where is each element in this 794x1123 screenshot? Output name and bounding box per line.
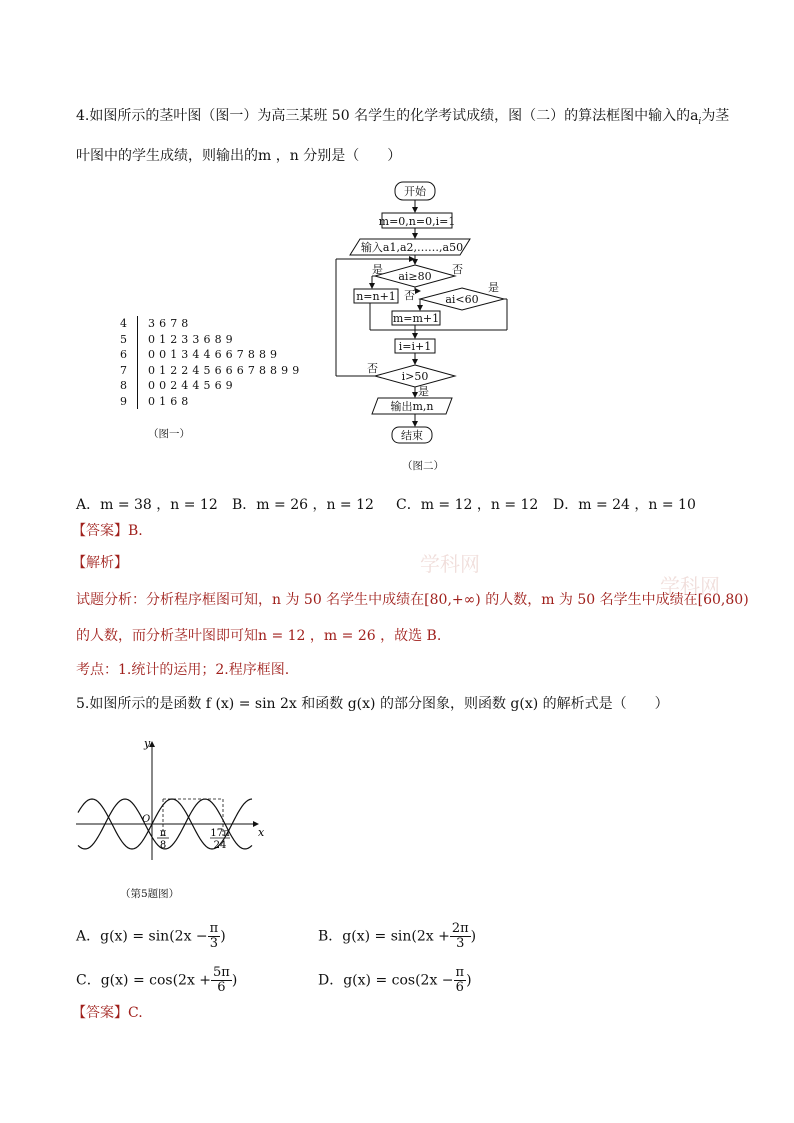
- flow-cond1-text: ai≥80: [398, 270, 432, 283]
- watermark-text: 学科网: [420, 552, 480, 576]
- q4-option-a: A．m = 38 ，n = 12: [76, 497, 218, 513]
- tick1-den: 8: [159, 840, 167, 851]
- flow-no2: 否: [404, 289, 415, 302]
- leaf-values: 0 0 2 4 4 5 6 9: [148, 379, 233, 392]
- q4-option-c: C．m = 12 ，n = 12: [396, 497, 539, 513]
- stem-leaf-row: [120, 378, 300, 394]
- flow-no3: 否: [367, 362, 378, 375]
- stem-leaf-row: [120, 394, 300, 410]
- stem-leaf-plot: [120, 316, 300, 409]
- tick1-num: π: [159, 828, 167, 839]
- q5-option-c: C．g(x) = cos(2x + $\frac{5\pi}{6}$ ): [76, 965, 238, 995]
- stem-value: 9: [120, 394, 138, 410]
- origin-label: O: [142, 814, 151, 825]
- flow-input-text: 输入a1,a2,……,a50: [360, 241, 464, 254]
- stem-value: 4: [120, 316, 138, 332]
- tick2-num: 17π: [210, 828, 230, 839]
- fig1-caption: （图一）: [148, 428, 190, 440]
- q4-analysis-line2: 的人数，而分析茎叶图即可知n = 12 ，m = 26 ，故选 B.: [76, 628, 442, 644]
- q5-option-d: D．g(x) = cos(2x − $\frac{\pi}{6}$ ): [318, 965, 472, 995]
- q5-fig-caption: （第5题图）: [120, 888, 180, 900]
- stem-value: 7: [120, 363, 138, 379]
- flow-yes3: 是: [418, 385, 429, 398]
- flow-output-text: 输出m,n: [390, 400, 434, 413]
- flow-no1: 否: [452, 263, 463, 276]
- flow-init-text: m=0,n=0,i=1: [378, 215, 456, 228]
- stem-value: 8: [120, 378, 138, 394]
- q5-stem: 5.如图所示的是函数 f (x) = sin 2x 和函数 g(x) 的部分图象，则函数 g(x) 的解析式是（ ）: [76, 696, 669, 712]
- watermark-text-2: 学科网: [660, 574, 720, 598]
- q5-answer: 【答案】C.: [72, 1005, 143, 1021]
- stem-value: 5: [120, 332, 138, 348]
- q4-analysis-line1: 试题分析：分析程序框图可知，n 为 50 名学生中成绩在[80,+∞) 的人数，m 为 50 名学生中成绩在[60,80): [76, 592, 749, 608]
- q5-option-a: A．g(x) = sin(2x − $\frac{\pi}{3}$ ): [76, 921, 226, 951]
- stem-value: 6: [120, 347, 138, 363]
- tick2-den: 24: [213, 840, 227, 851]
- q4-stem-line2: 叶图中的学生成绩，则输出的m ，n 分别是（ ）: [76, 148, 402, 164]
- flow-end-text: 结束: [401, 429, 423, 442]
- y-label: y: [144, 737, 151, 750]
- flow-n-inc-text: n=n+1: [356, 290, 396, 303]
- x-label: x: [258, 826, 265, 839]
- stem-leaf-row: [120, 316, 300, 332]
- flow-i-inc-text: i=i+1: [398, 340, 432, 353]
- function-graph: [72, 736, 272, 866]
- stem-leaf-row: [120, 363, 300, 379]
- flowchart: [330, 178, 520, 448]
- stem-leaf-row: [120, 332, 300, 348]
- q4-answer: 【答案】B.: [72, 523, 143, 539]
- flow-start-text: 开始: [404, 185, 426, 198]
- q4-analysis-title: 【解析】: [72, 555, 128, 571]
- leaf-values: 0 1 6 8: [148, 394, 189, 408]
- q4-stem-line1: 4.如图所示的茎叶图（图一）为高三某班 50 名学生的化学考试成绩，图（二）的算法框图中输入的$a_i$为茎: [76, 108, 730, 127]
- flow-cond2-text: ai<60: [445, 293, 479, 306]
- stem-leaf-row: [120, 347, 300, 363]
- q5-option-b: B．g(x) = sin(2x + $\frac{2\pi}{3}$ ): [318, 921, 477, 951]
- fig2-caption: （图二）: [402, 460, 444, 472]
- leaf-values: 3 6 7 8: [148, 317, 189, 330]
- flow-m-inc-text: m=m+1: [392, 312, 440, 325]
- leaf-values: 0 0 1 3 4 4 6 6 7 8 8 9: [148, 348, 278, 361]
- q4-option-d: D．m = 24 ，n = 10: [553, 497, 696, 513]
- q4-kaodian: 考点：1.统计的运用；2.程序框图.: [76, 662, 290, 678]
- leaf-values: 0 1 2 3 3 6 8 9: [148, 332, 233, 346]
- q4-option-b: B．m = 26 ，n = 12: [232, 497, 374, 513]
- leaf-values: 0 1 2 2 4 5 6 6 6 7 8 8 9 9: [148, 363, 300, 377]
- flow-yes2: 是: [488, 281, 499, 294]
- flow-cond3-text: i>50: [401, 370, 429, 383]
- flow-yes1: 是: [372, 263, 383, 276]
